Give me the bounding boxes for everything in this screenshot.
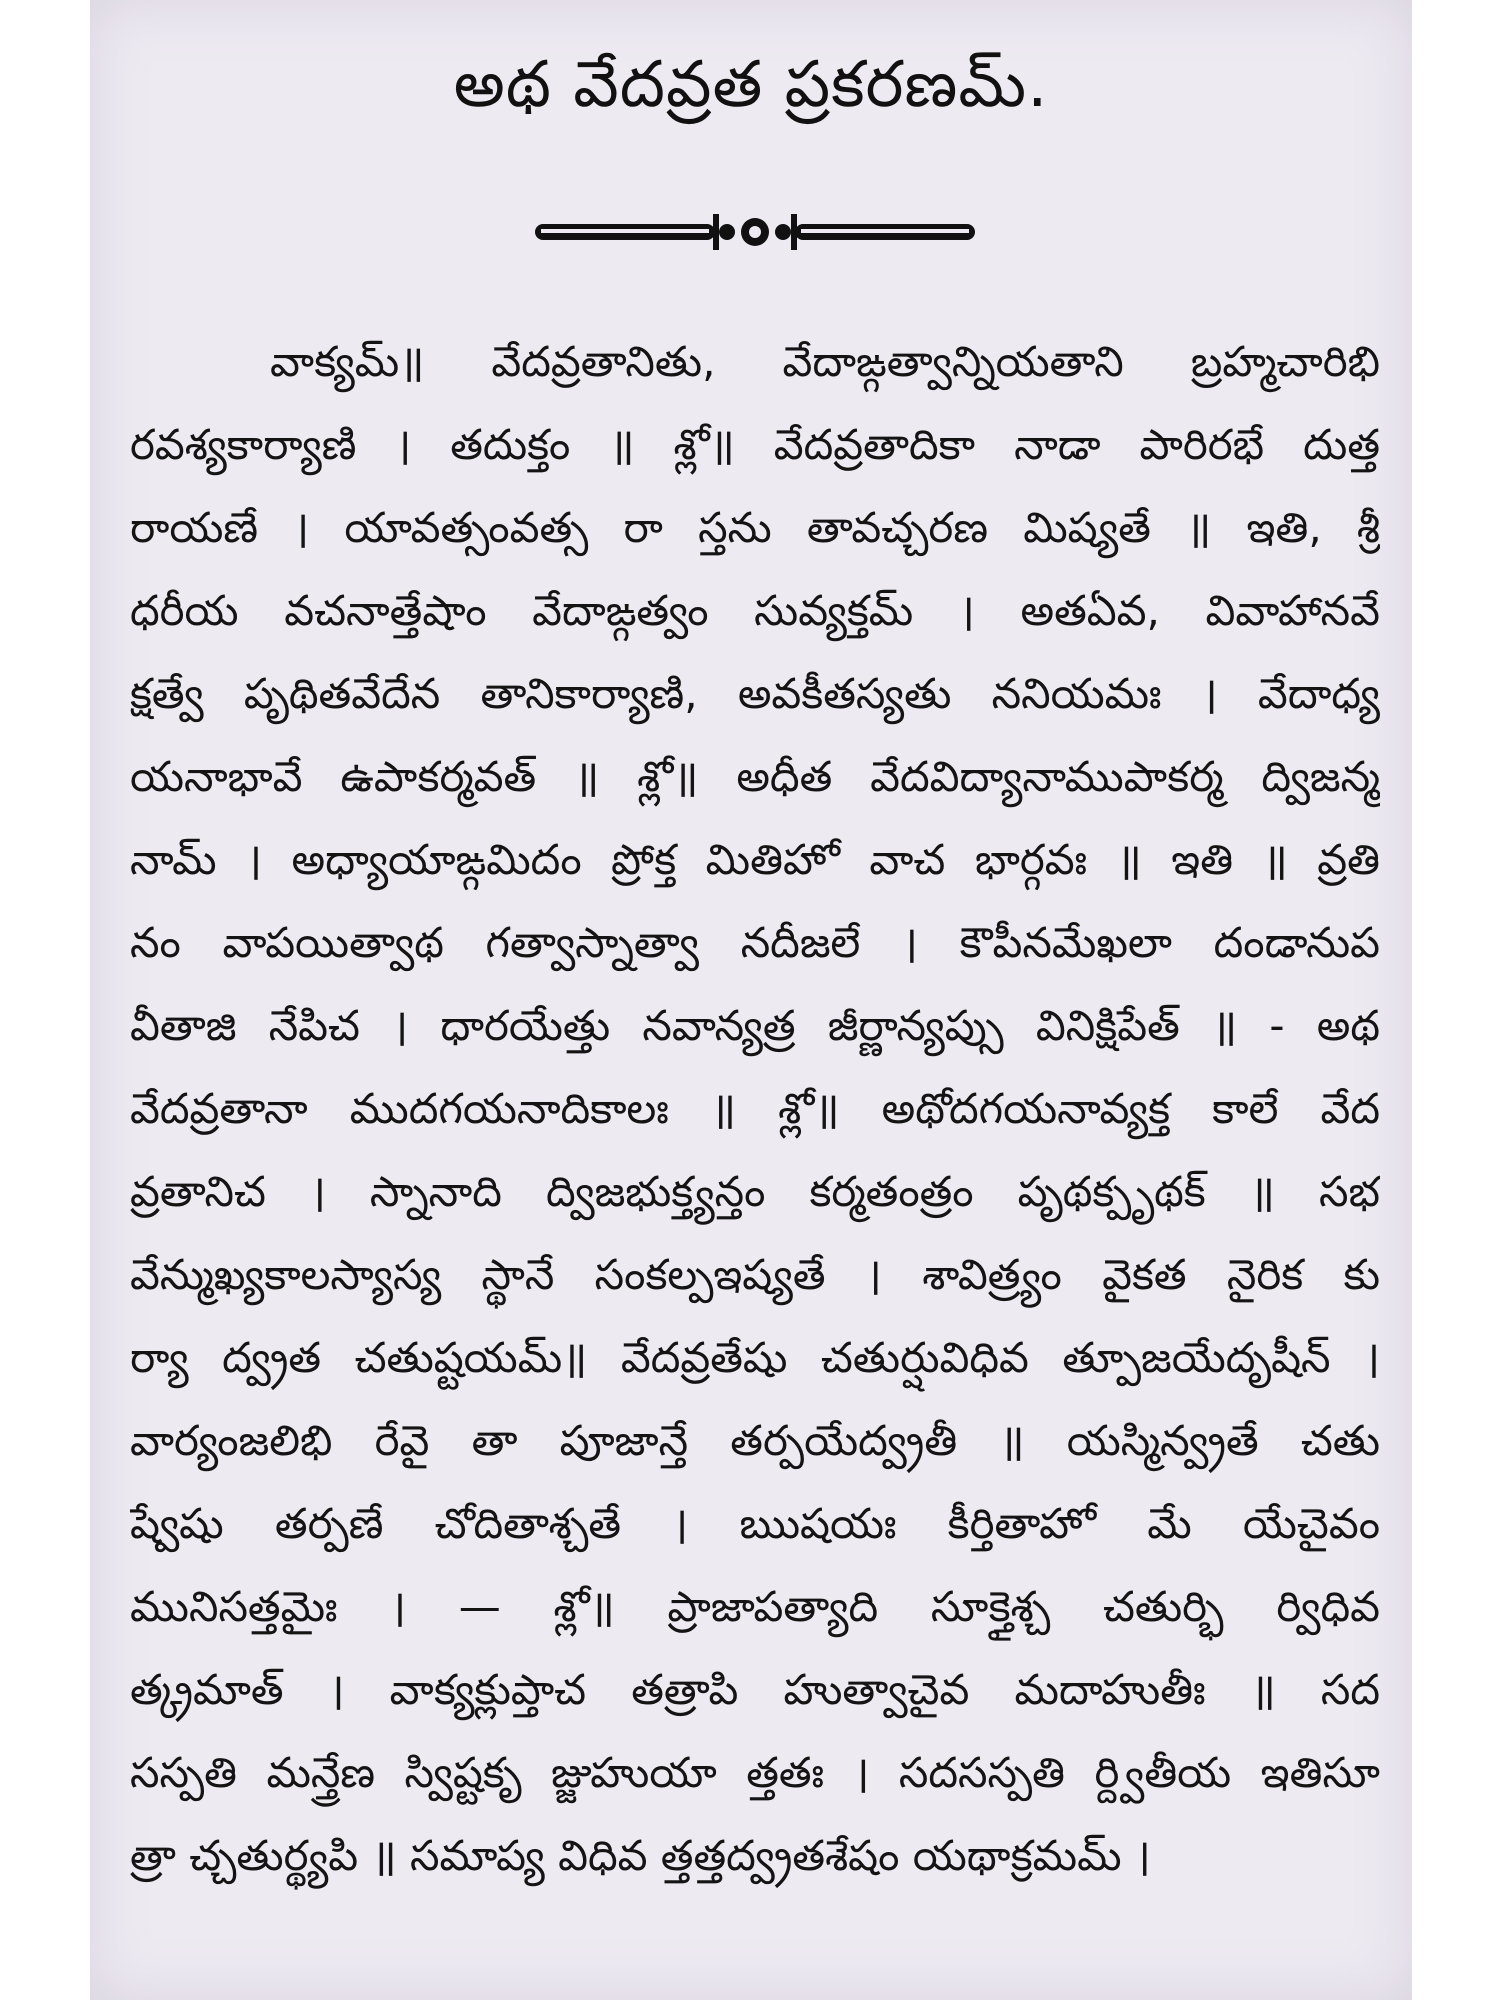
text-line: వాక్యమ్॥ వేదవ్రతానితు, వేదాఙ్గత్వాన్నియతాని బ్రహ్మచారిభి	[270, 337, 1380, 386]
text-line: ష్వేషు తర్పణే చోదితాశ్చతే । ఋషయః కీర్తితాహో మే యేచైవం	[130, 1499, 1380, 1548]
scanned-page	[90, 0, 1412, 2000]
text-line: యనాభావే ఉపాకర్మవత్ ॥ శ్లో॥ అధీత వేదవిద్యానాముపాకర్మ ద్విజన్మ	[130, 752, 1380, 801]
text-line: నామ్ । అధ్యాయాఙ్గమిదం ప్రోక్త మితిహో వాచ భార్గవః ॥ ఇతి ॥ వ్రతి	[130, 835, 1380, 884]
page-title: అథ వేదవ్రత ప్రకరణమ్.	[453, 48, 1049, 122]
body-text	[130, 320, 1380, 1897]
text-line: త్రా చ్చతుర్థ్యపి ॥ సమాప్య విధివ త్తత్తద్వ్రతశేషం యథాక్రమమ్ ।	[130, 1831, 1151, 1880]
text-line: మునిసత్తమైః । — శ్లో॥ ప్రాజాపత్యాది సూక్తైశ్చ చతుర్భి ర్విధివ	[130, 1582, 1380, 1631]
decorative-divider-icon	[535, 210, 975, 254]
text-line: ర్యా ద్వ్రత చతుష్టయమ్॥ వేదవ్రతేషు చతుర్షువిధివ త్పూజయేదృషీన్ ।	[130, 1333, 1380, 1382]
text-line: త్క్రమాత్ । వాక్యక్లుప్తాచ తత్రాపి హుత్వాచైవ మదాహుతీః ॥ సద	[130, 1665, 1380, 1714]
text-line: నం వాపయిత్వాథ గత్వాస్నాత్వా నదీజలే । కౌపీనమేఖలా దండానుప	[130, 918, 1380, 967]
text-line: క్షత్వే పృథితవేదేన తానికార్యాణి, అవకీతస్యతు ననియమః । వేదాధ్య	[130, 669, 1380, 718]
text-line: ధరీయ వచనాత్తేషాం వేదాఙ్గత్వం సువ్యక్తమ్ । అతఏవ, వివాహానవే	[130, 586, 1380, 635]
text-line: రవశ్యకార్యాణి । తదుక్తం ॥ శ్లో॥ వేదవ్రతాదికా నాడా పారిరభే దుత్త	[130, 420, 1380, 469]
text-line: వీతాజి నేపిచ । ధారయేత్తు నవాన్యత్ర జీర్ణాన్యప్సు వినిక్షిపేత్ ॥ - అథ	[130, 1001, 1380, 1050]
text-line: రాయణే । యావత్సంవత్స రా స్తను తావచ్చరణ మిష్యతే ॥ ఇతి, శ్రీ	[130, 503, 1380, 552]
text-line: వార్యంజలిభి రేవై తా పూజాన్తే తర్పయేద్వ్రతీ ॥ యస్మిన్వ్రతే చతు	[130, 1416, 1380, 1465]
text-line: వ్రతానిచ । స్నానాది ద్విజభుక్త్యన్తం కర్మతంత్రం పృథక్పృథక్ ॥ సభ	[130, 1167, 1380, 1216]
text-line: వేదవ్రతానా ముదగయనాదికాలః ॥ శ్లో॥ అథోదగయనావ్యక్త కాలే వేద	[130, 1084, 1380, 1133]
text-line: వేన్ముఖ్యకాలస్యాస్య స్థానే సంకల్పఇష్యతే । శావిత్ర్యం వైకత నైరిక కు	[130, 1250, 1380, 1299]
text-line: సస్పతి మన్త్రేణ స్విష్టకృ జ్జుహుయా త్తతః । సదసస్పతి ర్ద్వితీయ ఇతిసూ	[130, 1748, 1380, 1797]
